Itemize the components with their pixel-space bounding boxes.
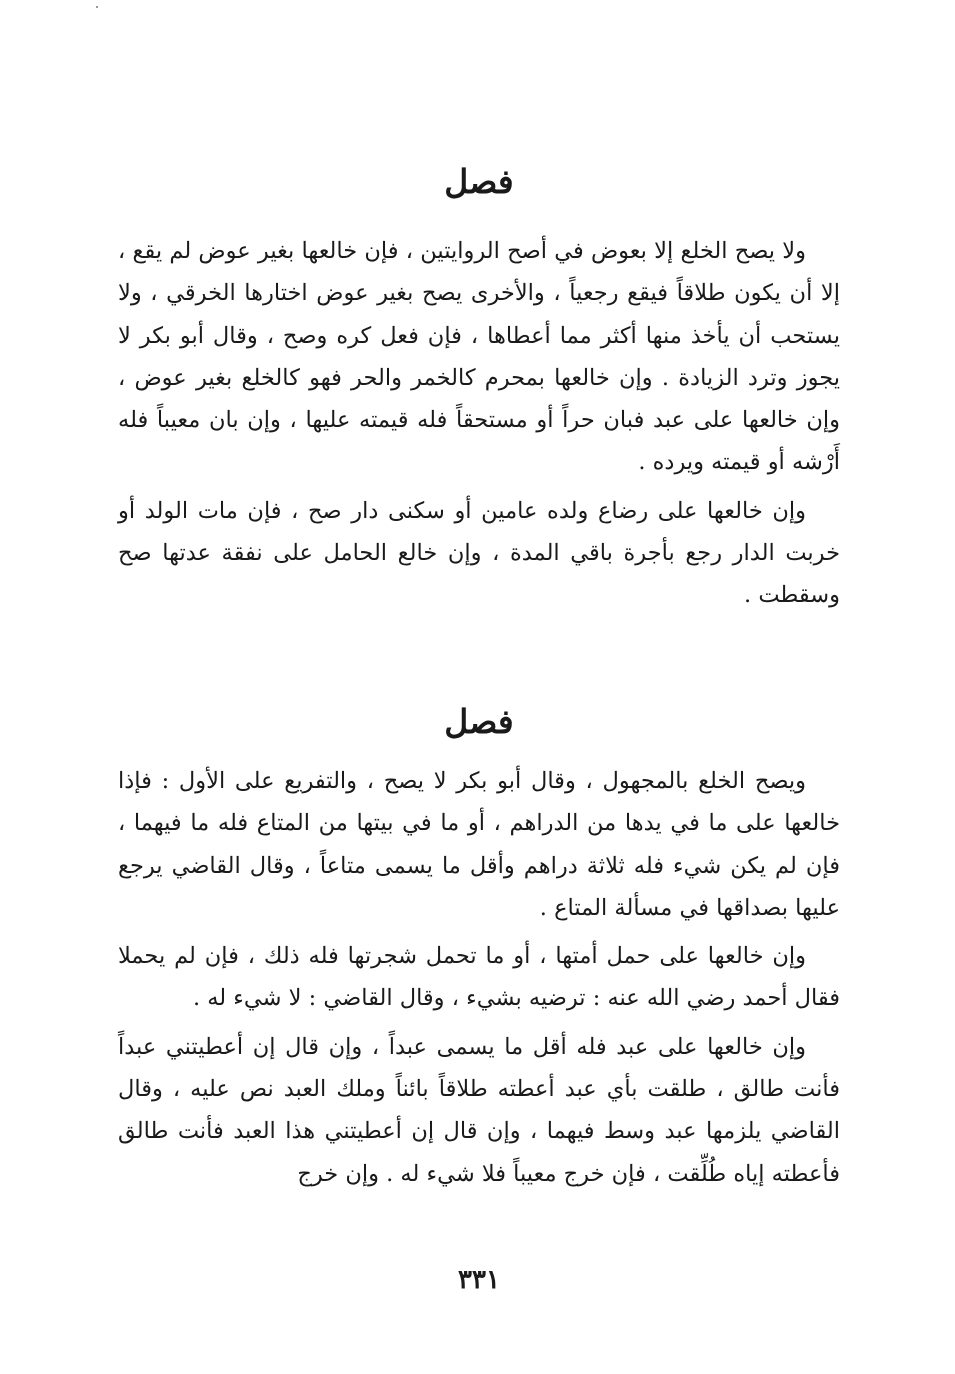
paragraph: ولا يصح الخلع إلا بعوض في أصح الروايتين ، فإن خالعها بغير عوض لم يقع ، إلا أن يكون طلاقاً فيقع رجعياً ، والأخرى يصح بغير عوض اختارها الخرقي ، ولا يستحب أن يأخذ منها أكثر مما أعطاها ، فإن فعل كره وصح ، وقال أبو بكر لا يجوز وترد الزيادة . وإن خالعها بمحرم كالخمر والحر فهو كالخلع بغير عوض ، وإن خالعها على عبد فبان حراً أو مستحقاً فله قيمته عليها ، وإن بان معيباً فله أَرْشه أو قيمته ويرده . — [118, 238, 840, 476]
section-body — [118, 760, 840, 1201]
section-body — [118, 230, 840, 623]
section-title: فصل — [444, 162, 514, 201]
paragraph: وإن خالعها على رضاع ولده عامين أو سكنى دار صح ، فإن مات الولد أو خربت الدار رجع بأجرة باقي المدة ، وإن خالع الحامل على نفقة عدتها صح وسقطت . — [118, 497, 840, 609]
scan-mark — [96, 6, 98, 8]
section-title: فصل — [444, 702, 514, 741]
paragraph: وإن خالعها على حمل أمتها ، أو ما تحمل شجرتها فله ذلك ، فإن لم يحملا فقال أحمد رضي الله عنه : ترضيه بشيء ، وقال القاضي : لا شيء له . — [118, 943, 840, 1012]
paragraph: ويصح الخلع بالمجهول ، وقال أبو بكر لا يصح ، والتفريع على الأول : فإذا خالعها على ما في يدها من الدراهم ، أو ما في بيتها من المتاع فله ما فيهما ، فإن لم يكن شيء فله ثلاثة دراهم وأقل ما يسمى متاعاً ، وقال القاضي يرجع عليها بصداقها في مسألة المتاع . — [118, 768, 840, 921]
paragraph: وإن خالعها على عبد فله أقل ما يسمى عبداً ، وإن قال إن أعطيتني عبداً فأنت طالق ، طلقت بأي عبد أعطته طلاقاً بائناً وملك العبد نص عليه ، وقال القاضي يلزمها عبد وسط فيهما ، وإن قال إن أعطيتني هذا العبد فأنت طالق فأعطته إياه طُلِّقت ، فإن خرج معيباً فلا شيء له . وإن خرج — [118, 1033, 840, 1187]
page-number: ٣٣١ — [458, 1265, 500, 1295]
book-page — [118, 0, 840, 1374]
